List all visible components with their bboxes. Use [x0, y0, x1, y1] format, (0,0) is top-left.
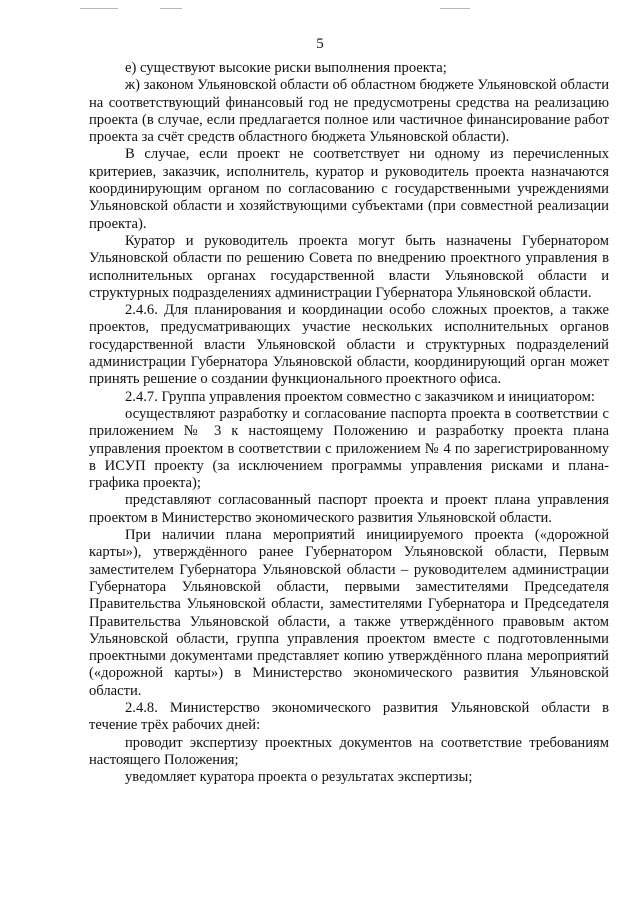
paragraph: ж) законом Ульяновской области об областном бюджете Ульяновской области на соответствующий финансовый год не предусмотрены средства на реализацию проекта (в случае, если предлагается полное или частичное финансирование работ проекта за счёт средств областного бюджета Ульяновской области). — [89, 77, 610, 146]
page-number: 5 — [316, 36, 324, 52]
paragraph: е) существуют высокие риски выполнения проекта; — [125, 60, 447, 76]
paragraph: В случае, если проект не соответствует ни одному из перечисленных критериев, заказчик, исполнитель, куратор и руководитель проекта назначаются координирующим органом по согласованию с государственными учреждениями Ульяновской области и хозяйствующими субъектами (при совместной реализации проекта). — [89, 146, 609, 232]
paragraph: осуществляют разработку и согласование паспорта проекта в соответствии с приложением № 3 к настоящему Положению и разработку проекта плана управления проектом в соответствии с приложением № 4 по зарегистрированному в ИСУП проекту (за исключением программы управления рисками и плана-графика проекта); — [89, 405, 609, 492]
paragraph: При наличии плана мероприятий инициируемого проекта («дорожной карты»), утверждённого ранее Губернатором Ульяновской области, Первым заместителем Губернатора Ульяновской области – руководителем администрации Губернатора Ульяновской области, первыми заместителями Председателя Правительства Ульяновской области, заместителями Губернатора и Председателя Правительства Ульяновской области, а также утверждённого правовым актом Ульяновской области, группа управления проектом вместе с подготовленными проектными документами представляет копию утверждённого плана мероприятий («дорожной карты») в Министерство экономического развития Ульяновской области. — [89, 527, 609, 699]
paragraph: Куратор и руководитель проекта могут быть назначены Губернатором Ульяновской области по решению Совета по внедрению проектного управления в исполнительных органах государственной власти Ульяновской области и структурных подразделениях администрации Губернатора Ульяновской области. — [89, 232, 609, 301]
paragraph: уведомляет куратора проекта о результатах экспертизы; — [125, 769, 473, 786]
document-body — [89, 60, 609, 786]
scan-artifacts — [80, 6, 560, 12]
paragraph: 2.4.7. Группа управления проектом совместно с заказчиком и инициатором: — [125, 388, 595, 405]
paragraph: представляют согласованный паспорт проекта и проект плана управления проектом в Министерство экономического развития Ульяновской области. — [89, 492, 609, 526]
paragraph: проводит экспертизу проектных документов на соответствие требованиям настоящего Положения; — [89, 734, 609, 768]
paragraph: 2.4.8. Министерство экономического развития Ульяновской области в течение трёх рабочих дней: — [89, 699, 609, 734]
paragraph: 2.4.6. Для планирования и координации особо сложных проектов, а также проектов, предусматривающих участие нескольких исполнительных органов государственной власти Ульяновской области и структурных подразделений администрации Губернатора Ульяновской области, координирующий орган может принять решение о создании функционального проектного офиса. — [89, 302, 609, 388]
